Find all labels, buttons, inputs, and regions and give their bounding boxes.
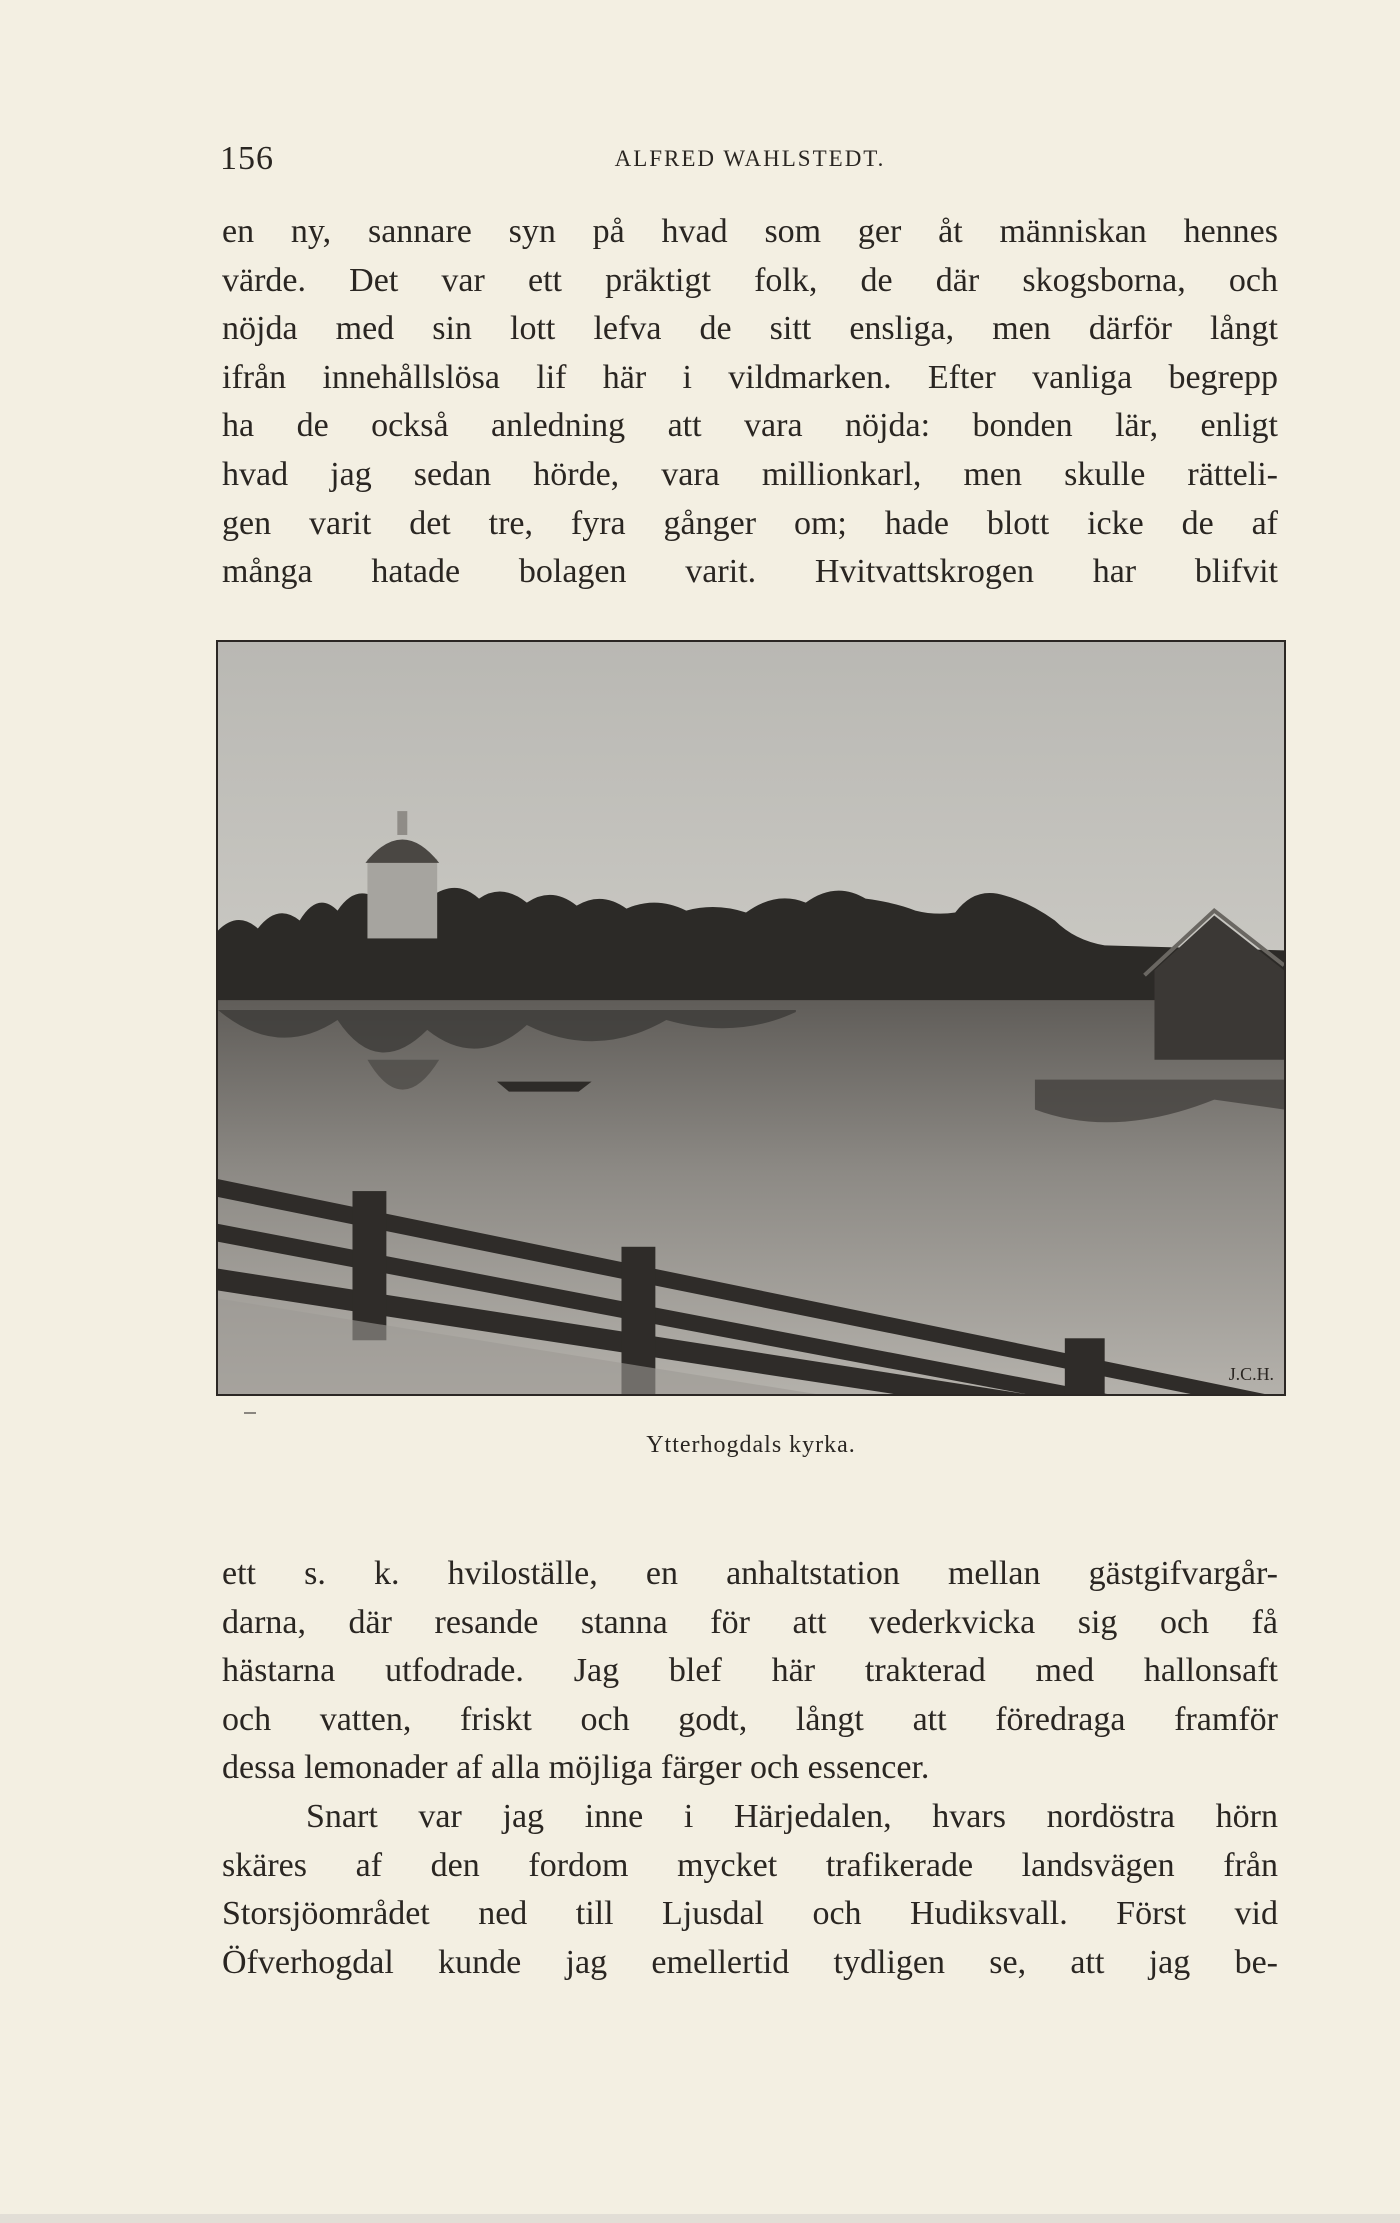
- running-head: [220, 140, 1280, 180]
- paragraph-1: [222, 208, 1278, 597]
- text-line: värde. Det var ett präktigt folk, de där skogsborna, och: [222, 261, 1278, 299]
- paragraph-2: [222, 1550, 1278, 1793]
- photo-illustration: [218, 642, 1284, 1394]
- text-line: skäres af den fordom mycket trafikerade landsvägen från: [222, 1846, 1278, 1884]
- text-line: dessa lemonader af alla möjliga färger och essencer.: [222, 1749, 930, 1787]
- text-line: ha de också anledning att vara nöjda: bonden lär, enligt: [222, 407, 1278, 445]
- running-title: ALFRED WAHLSTEDT.: [614, 146, 886, 171]
- photograph-church-by-lake: [216, 640, 1286, 1396]
- page-number: 156: [220, 140, 274, 177]
- text-line: en ny, sannare syn på hvad som ger åt människan hennes: [222, 213, 1278, 250]
- scan-edge: [0, 2214, 1400, 2223]
- text-line: och vatten, friskt och godt, långt att föredraga framför: [222, 1700, 1278, 1738]
- photographer-signature: J.C.H.: [1228, 1364, 1275, 1385]
- text-line: många hatade bolagen varit. Hvitvattskrogen har blifvit: [222, 553, 1278, 591]
- text-line: ett s. k. hviloställe, en anhaltstation mellan gästgifvargår-: [222, 1555, 1278, 1592]
- text-line: nöjda med sin lott lefva de sitt ensliga, men därför långt: [222, 310, 1278, 348]
- text-line: gen varit det tre, fyra gånger om; hade blott icke de af: [222, 504, 1278, 542]
- text-line: hvad jag sedan hörde, vara millionkarl, men skulle rätteli-: [222, 455, 1278, 493]
- divider-mark: [244, 1412, 256, 1414]
- text-line: darna, där resande stanna för att vederkvicka sig och få: [222, 1603, 1278, 1641]
- text-line: Snart var jag inne i Härjedalen, hvars nordöstra hörn: [306, 1798, 1278, 1835]
- text-line: ifrån innehållslösa lif här i vildmarken. Efter vanliga begrepp: [222, 358, 1278, 396]
- text-line: hästarna utfodrade. Jag blef här trakterad med hallonsaft: [222, 1652, 1278, 1690]
- text-line: Storsjöområdet ned till Ljusdal och Hudiksvall. Först vid: [222, 1895, 1278, 1933]
- paragraph-3: [222, 1793, 1278, 1987]
- text-line: Öfverhogdal kunde jag emellertid tydligen se, att jag be-: [222, 1943, 1278, 1981]
- figure-caption: Ytterhogdals kyrka.: [646, 1432, 856, 1458]
